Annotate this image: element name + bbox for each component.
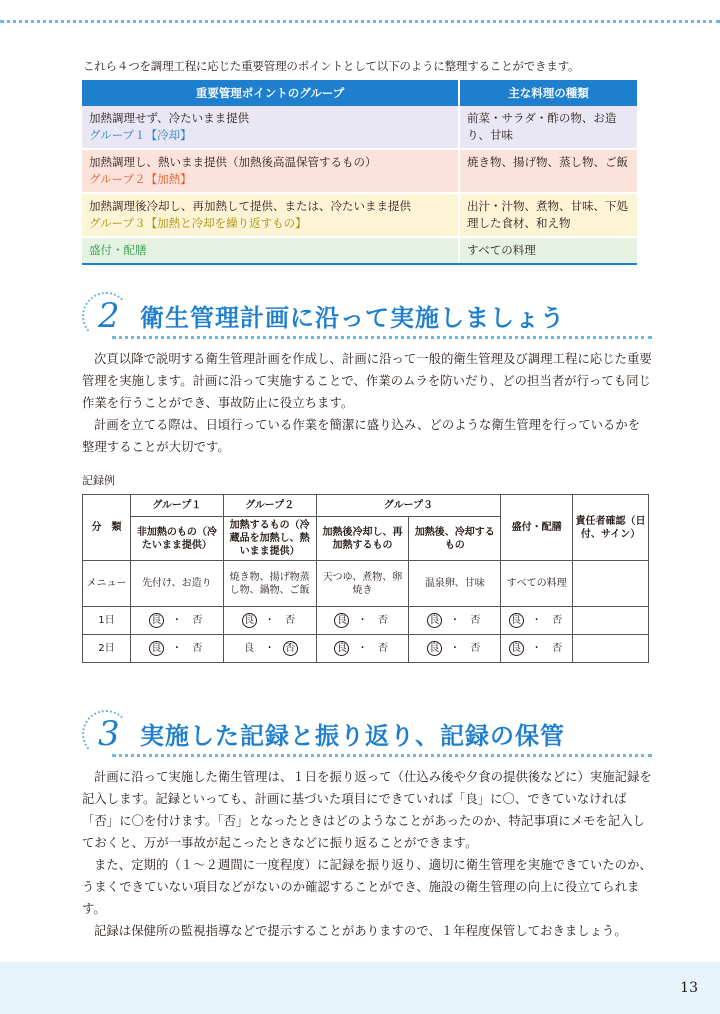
good-option[interactable]: 良 bbox=[244, 643, 255, 654]
bad-option[interactable]: 否 bbox=[470, 643, 481, 654]
separator-dot: ・ bbox=[531, 643, 542, 654]
supervisor-check-cell[interactable] bbox=[573, 635, 649, 663]
check-cell[interactable] bbox=[316, 607, 409, 635]
bad-option[interactable]: 否 bbox=[285, 615, 296, 626]
group-description: 加熱調理し、熱いまま提供（加熱後高温保管するもの） bbox=[89, 155, 377, 169]
group-dishes-cell: 前菜・サラダ・酢の物、お造り、甘味 bbox=[459, 106, 637, 149]
bad-option[interactable]: 否 bbox=[552, 615, 563, 626]
good-circled[interactable]: 良 bbox=[242, 613, 257, 628]
serving-header: 盛付・配膳 bbox=[501, 495, 573, 561]
separator-dot: ・ bbox=[171, 615, 182, 626]
separator-dot: ・ bbox=[449, 615, 460, 626]
good-circled[interactable]: 良 bbox=[509, 613, 524, 628]
check-cell[interactable] bbox=[130, 607, 223, 635]
separator-dot: ・ bbox=[449, 643, 460, 654]
section-3-heading bbox=[82, 710, 652, 760]
group-description: 盛付・配膳 bbox=[89, 243, 147, 257]
record-example-label: 記録例 bbox=[82, 474, 115, 487]
group-1-header: グループ１ bbox=[130, 495, 223, 517]
menu-check-cell bbox=[573, 561, 649, 607]
check-cell[interactable] bbox=[409, 635, 501, 663]
day-label: 1日 bbox=[83, 607, 131, 635]
paragraph: 計画に沿って実施した衛生管理は、１日を振り返って（仕込み後や夕食の提供後などに）実施記録を記入します。記録といっても、計画に基づいた項目にできていれば「良」に〇、できていなければ「否」に〇を付けます。「否」となったときはどのようなことがあったのか、特記事項にメモを記入しておくと、万が一事故が起こったときなどに振り返ることができます。 bbox=[82, 770, 652, 850]
group-point-cell bbox=[82, 106, 459, 149]
check-cell[interactable] bbox=[223, 607, 316, 635]
section-3-title: 実施した記録と振り返り、記録の保管 bbox=[140, 722, 565, 750]
section-number-badge: 2 bbox=[82, 292, 130, 340]
paragraph: 計画を立てる際は、日頃行っている作業を簡潔に盛り込み、どのような衛生管理を行っているかを整理することが大切です。 bbox=[82, 418, 641, 454]
group-dishes-cell: 出汁・汁物、煮物、甘味、下処理した食材、和え物 bbox=[459, 193, 637, 237]
section-2-body bbox=[82, 348, 652, 458]
group-point-cell bbox=[82, 149, 459, 193]
group-dishes-cell: 焼き物、揚げ物、蒸し物、ご飯 bbox=[459, 149, 637, 193]
heated-header: 加熱するもの（冷蔵品を加熱し、熱いまま提供） bbox=[223, 517, 316, 561]
non-heated-header: 非加熱のもの（冷たいまま提供） bbox=[130, 517, 223, 561]
group-row bbox=[82, 106, 637, 149]
separator-dot: ・ bbox=[264, 615, 275, 626]
separator-dot: ・ bbox=[531, 615, 542, 626]
menu-cell: 焼き物、揚げ物蒸し物、鍋物、ご飯 bbox=[223, 561, 316, 607]
good-circled[interactable]: 良 bbox=[427, 613, 442, 628]
group-table-header-points: 重要管理ポイントのグループ bbox=[82, 80, 459, 106]
bad-option[interactable]: 否 bbox=[552, 643, 563, 654]
bad-circled[interactable]: 否 bbox=[283, 641, 298, 656]
check-cell[interactable] bbox=[501, 635, 573, 663]
group-name: グループ３【加熱と冷却を繰り返すもの】 bbox=[89, 216, 307, 230]
menu-cell: 天つゆ、煮物、卵焼き bbox=[316, 561, 409, 607]
top-dotted-rule bbox=[0, 20, 720, 23]
menu-cell: 温泉卵、甘味 bbox=[409, 561, 501, 607]
heading-dotted-rule bbox=[112, 336, 652, 339]
separator-dot: ・ bbox=[171, 643, 182, 654]
check-cell[interactable] bbox=[316, 635, 409, 663]
section-2-heading bbox=[82, 292, 652, 342]
group-row bbox=[82, 237, 637, 264]
classification-header: 分 類 bbox=[83, 495, 131, 561]
check-cell[interactable] bbox=[223, 635, 316, 663]
group-point-cell bbox=[82, 193, 459, 237]
good-circled[interactable]: 良 bbox=[149, 613, 164, 628]
supervisor-check-header: 責任者確認（日付、サイン） bbox=[573, 495, 649, 561]
separator-dot: ・ bbox=[357, 643, 368, 654]
check-cell[interactable] bbox=[501, 607, 573, 635]
group-3-header: グループ３ bbox=[316, 495, 501, 517]
group-description: 加熱調理せず、冷たいまま提供 bbox=[89, 111, 250, 125]
group-2-header: グループ２ bbox=[223, 495, 316, 517]
menu-cell: 先付け、お造り bbox=[130, 561, 223, 607]
heading-dotted-rule bbox=[112, 754, 652, 757]
intro-text: これら４つを調理工程に応じた重要管理のポイントとして以下のように整理することができます。 bbox=[83, 59, 580, 73]
paragraph: 次頁以降で説明する衛生管理計画を作成し、計画に沿って一般的衛生管理及び調理工程に応じた重要管理を実施します。計画に沿って実施することで、作業のムラを防いだり、どの担当者が行っても同じ作業を行うことができ、事故防止に役立ちます。 bbox=[82, 352, 652, 410]
section-2-title: 衛生管理計画に沿って実施しましょう bbox=[140, 304, 565, 332]
good-circled[interactable]: 良 bbox=[334, 641, 349, 656]
section-number-badge: 3 bbox=[82, 710, 130, 758]
group-name: グループ２【加熱】 bbox=[89, 172, 192, 186]
supervisor-check-cell[interactable] bbox=[573, 607, 649, 635]
separator-dot: ・ bbox=[357, 615, 368, 626]
separator-dot: ・ bbox=[264, 643, 275, 654]
check-cell[interactable] bbox=[409, 607, 501, 635]
paragraph: また、定期的（１～２週間に一度程度）に記録を振り返り、適切に衛生管理を実施できていたのか、うまくできていない項目などがないのか確認することができ、施設の衛生管理の向上に役立てられます。 bbox=[82, 858, 652, 916]
bad-option[interactable]: 否 bbox=[377, 643, 388, 654]
cool-reheat-header: 加熱後冷却し、再加熱するもの bbox=[316, 517, 409, 561]
paragraph: 記録は保健所の監視指導などで提示することがありますので、１年程度保管しておきましょう。 bbox=[94, 924, 627, 938]
group-name: グループ１【冷却】 bbox=[89, 128, 192, 142]
bad-option[interactable]: 否 bbox=[377, 615, 388, 626]
group-description: 加熱調理後冷却し、再加熱して提供、または、冷たいまま提供 bbox=[89, 199, 411, 213]
good-circled[interactable]: 良 bbox=[334, 613, 349, 628]
record-day-row bbox=[83, 635, 649, 663]
bad-option[interactable]: 否 bbox=[470, 615, 481, 626]
bad-option[interactable]: 否 bbox=[192, 643, 203, 654]
heat-cool-header: 加熱後、冷却するもの bbox=[409, 517, 501, 561]
group-table-header-dishes: 主な料理の種類 bbox=[459, 80, 637, 106]
menu-cell: すべての料理 bbox=[501, 561, 573, 607]
check-cell[interactable] bbox=[130, 635, 223, 663]
group-dishes-cell: すべての料理 bbox=[459, 237, 637, 264]
page-number: 13 bbox=[680, 980, 698, 996]
footer-band bbox=[0, 962, 720, 1014]
group-point-cell bbox=[82, 237, 459, 264]
good-circled[interactable]: 良 bbox=[427, 641, 442, 656]
group-row bbox=[82, 149, 637, 193]
menu-label: メニュー bbox=[83, 561, 131, 607]
group-table bbox=[82, 80, 637, 265]
day-label: 2日 bbox=[83, 635, 131, 663]
record-day-row bbox=[83, 607, 649, 635]
record-table bbox=[82, 494, 649, 663]
good-circled[interactable]: 良 bbox=[149, 641, 164, 656]
good-circled[interactable]: 良 bbox=[509, 641, 524, 656]
bad-option[interactable]: 否 bbox=[192, 615, 203, 626]
group-row bbox=[82, 193, 637, 237]
section-3-body bbox=[82, 766, 652, 942]
